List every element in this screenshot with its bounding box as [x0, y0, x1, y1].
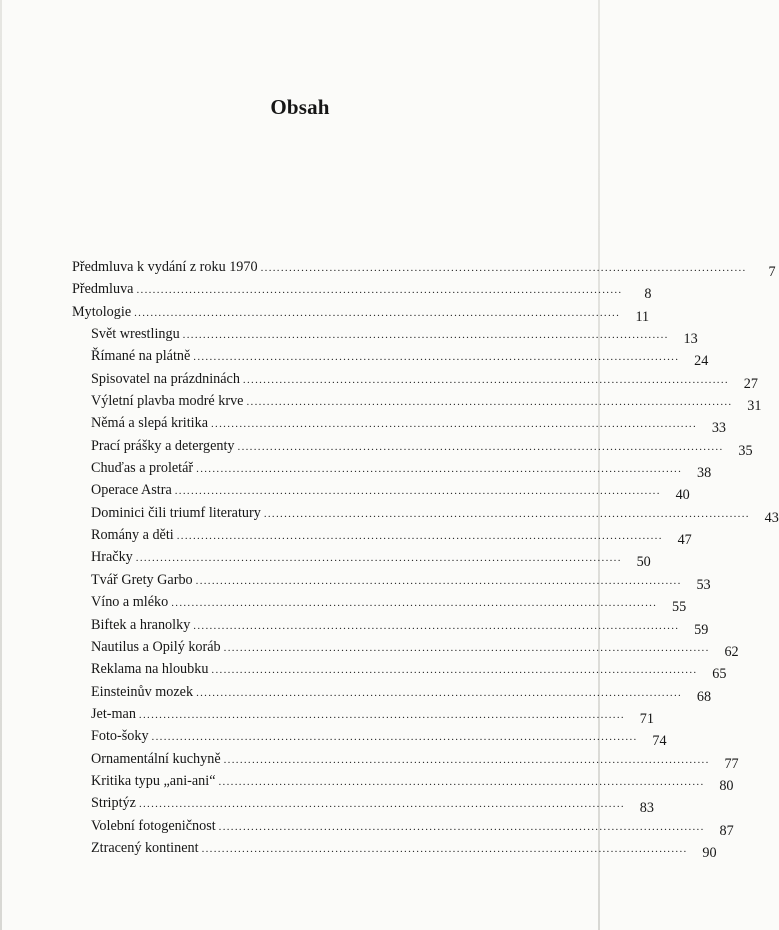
toc-dot-leader: ........................................................................................................................: [242, 373, 729, 386]
toc-entry-title: Výletní plavba modré krve: [91, 393, 244, 410]
toc-entry[interactable]: [72, 345, 709, 370]
toc-entry-title: Předmluva k vydání z roku 1970: [72, 259, 258, 275]
toc-dot-leader: ........................................................................................................................: [176, 530, 663, 543]
toc-entry-page-number: 7: [768, 264, 776, 280]
toc-entry-page-number: 43: [764, 509, 779, 526]
toc-dot-leader: ........................................................................................................................: [196, 463, 683, 476]
toc-entry-page-number: 53: [696, 576, 711, 593]
toc-entry-title: Romány a děti: [91, 527, 174, 544]
table-of-contents: [72, 256, 779, 861]
toc-dot-leader: ........................................................................................................................: [218, 820, 705, 833]
toc-entry[interactable]: [72, 368, 758, 392]
toc-entry-title: Volební fotogeničnost: [91, 817, 216, 834]
toc-entry-page-number: 35: [738, 442, 753, 459]
toc-entry-page-number: 50: [636, 554, 651, 571]
toc-entry-title: Einsteinův mozek: [91, 683, 194, 700]
toc-dot-leader: ........................................................................................................................: [237, 440, 724, 453]
toc-dot-leader: ........................................................................................................................: [263, 507, 750, 520]
toc-entry[interactable]: [72, 792, 654, 817]
toc-entry-title: Němá a slepá kritika: [91, 415, 208, 432]
toc-entry[interactable]: [72, 815, 734, 839]
toc-dot-leader: ........................................................................................................................: [151, 731, 638, 744]
toc-entry[interactable]: [72, 837, 717, 861]
toc-entry-title: Tvář Grety Garbo: [91, 571, 193, 588]
toc-entry[interactable]: [72, 658, 727, 683]
toc-entry-title: Ornamentální kuchyně: [91, 750, 221, 767]
toc-entry-title: Striptýz: [91, 795, 136, 812]
toc-dot-leader: ........................................................................................................................: [218, 775, 705, 788]
toc-entry[interactable]: [72, 614, 709, 638]
toc-entry-title: Dominici čili triumf literatury: [91, 504, 261, 521]
toc-entry-page-number: 62: [724, 643, 739, 660]
toc-dot-leader: ........................................................................................................................: [135, 552, 622, 565]
toc-entry-page-number: 31: [747, 398, 762, 415]
toc-entry[interactable]: [72, 569, 711, 593]
toc-entry-page-number: 65: [712, 666, 727, 683]
toc-entry-page-number: 71: [639, 710, 654, 727]
page-edge-left: [0, 0, 2, 930]
toc-entry[interactable]: [72, 278, 652, 303]
toc-entry-title: Svět wrestlingu: [91, 326, 180, 343]
toc-entry-page-number: 59: [694, 621, 709, 638]
toc-entry-page-number: 77: [724, 755, 739, 772]
toc-dot-leader: ........................................................................................................................: [138, 798, 625, 811]
toc-entry-page-number: 83: [639, 800, 654, 817]
toc-entry[interactable]: [72, 256, 776, 280]
toc-entry[interactable]: [72, 591, 687, 616]
toc-entry[interactable]: [72, 703, 654, 727]
toc-entry-title: Víno a mléko: [91, 594, 169, 611]
toc-dot-leader: ........................................................................................................................: [171, 597, 658, 610]
toc-entry[interactable]: [72, 390, 762, 415]
toc-entry-page-number: 24: [694, 353, 709, 370]
toc-dot-leader: ........................................................................................................................: [246, 396, 733, 409]
toc-entry[interactable]: [72, 435, 753, 459]
toc-entry[interactable]: [72, 301, 650, 325]
toc-dot-leader: ........................................................................................................................: [260, 262, 747, 274]
toc-entry-page-number: 38: [696, 465, 712, 482]
toc-entry-page-number: 74: [652, 733, 667, 750]
toc-entry[interactable]: [72, 412, 726, 437]
toc-entry-title: Chuďas a proletář: [91, 460, 194, 477]
toc-entry-page-number: 40: [675, 487, 690, 504]
toc-entry-title: Ztracený kontinent: [91, 839, 199, 856]
toc-entry-page-number: 80: [719, 777, 734, 794]
toc-entry[interactable]: [72, 681, 712, 705]
toc-dot-leader: ........................................................................................................................: [201, 842, 688, 855]
toc-dot-leader: ........................................................................................................................: [211, 418, 697, 431]
toc-entry-title: Hračky: [91, 549, 133, 566]
toc-entry-title: Prací prášky a detergenty: [91, 437, 235, 454]
toc-dot-leader: ........................................................................................................................: [134, 306, 621, 319]
page-title: Obsah: [270, 95, 330, 119]
toc-entry[interactable]: [72, 502, 779, 526]
toc-dot-leader: ........................................................................................................................: [193, 619, 680, 632]
toc-entry[interactable]: [72, 479, 690, 504]
toc-entry[interactable]: [72, 636, 739, 660]
toc-entry-page-number: 68: [696, 688, 712, 705]
toc-entry-title: Jet-man: [91, 705, 136, 722]
toc-dot-leader: ........................................................................................................................: [195, 574, 682, 587]
toc-entry-title: Římané na plátně: [91, 348, 191, 365]
toc-entry-title: Nautilus a Opilý koráb: [91, 638, 221, 655]
toc-entry-page-number: 55: [672, 599, 687, 616]
toc-entry[interactable]: [72, 725, 667, 750]
toc-entry[interactable]: [72, 770, 734, 794]
toc-entry[interactable]: [72, 524, 692, 549]
toc-entry-page-number: 33: [711, 420, 726, 437]
toc-dot-leader: ........................................................................................................................: [211, 664, 698, 677]
toc-entry[interactable]: [72, 323, 698, 348]
toc-dot-leader: ........................................................................................................................: [182, 329, 669, 342]
toc-dot-leader: ........................................................................................................................: [196, 686, 683, 699]
toc-dot-leader: ........................................................................................................................: [193, 351, 680, 364]
toc-entry[interactable]: [72, 546, 651, 571]
toc-entry-page-number: 8: [644, 286, 652, 303]
toc-entry[interactable]: [72, 748, 739, 772]
toc-dot-leader: ........................................................................................................................: [223, 753, 710, 766]
toc-entry-page-number: 27: [743, 375, 758, 392]
toc-entry-title: Mytologie: [72, 303, 132, 320]
toc-entry-page-number: 11: [635, 308, 650, 325]
toc-entry[interactable]: [72, 457, 712, 482]
toc-entry-title: Předmluva: [72, 281, 134, 298]
toc-dot-leader: ........................................................................................................................: [174, 485, 661, 498]
toc-entry-page-number: 87: [719, 822, 734, 839]
toc-entry-title: Kritika typu „ani-ani“: [91, 772, 216, 789]
toc-entry-title: Reklama na hloubku: [91, 661, 209, 678]
toc-entry-title: Spisovatel na prázdninách: [91, 370, 240, 387]
toc-dot-leader: ........................................................................................................................: [136, 284, 623, 297]
toc-entry-title: Foto-šoky: [91, 728, 149, 745]
toc-dot-leader: ........................................................................................................................: [223, 641, 710, 654]
toc-dot-leader: ........................................................................................................................: [138, 708, 625, 721]
toc-entry-page-number: 13: [683, 331, 698, 348]
toc-entry-page-number: 47: [677, 532, 692, 549]
toc-entry-page-number: 90: [702, 844, 717, 861]
toc-entry-title: Biftek a hranolky: [91, 616, 191, 633]
toc-entry-title: Operace Astra: [91, 482, 172, 499]
